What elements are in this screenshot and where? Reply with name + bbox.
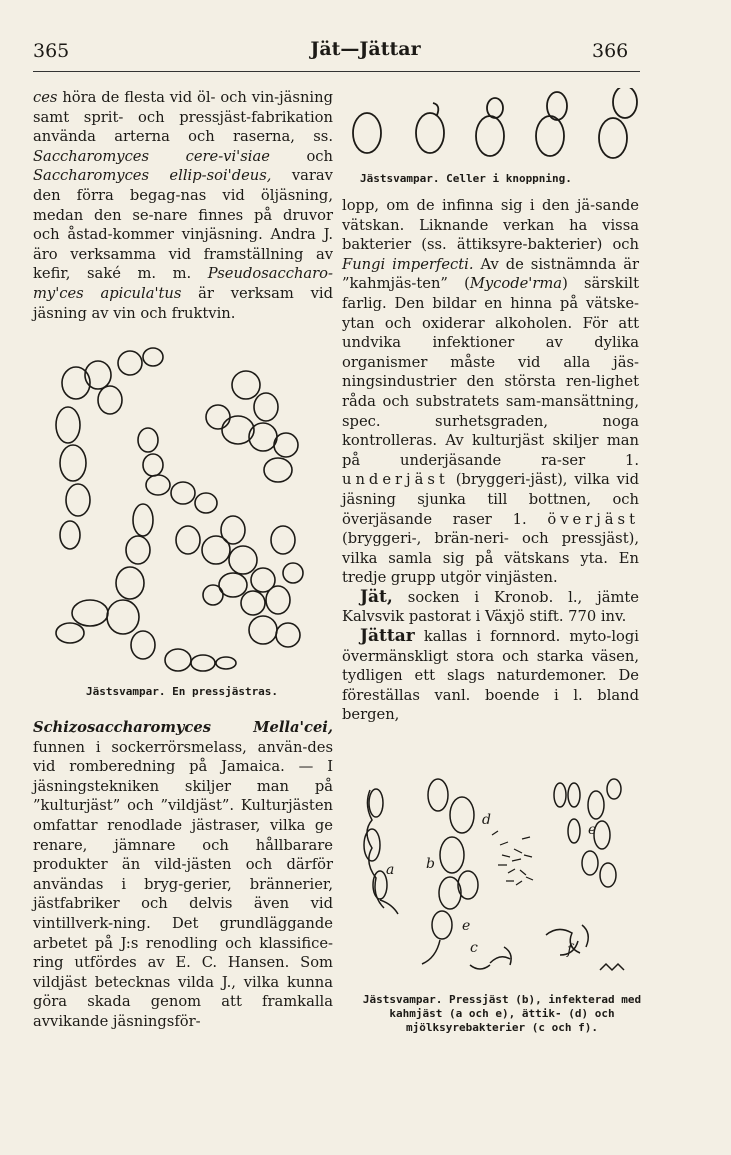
text-fragment: socken i Kronob. l., jämte Kalvsvik pastorat i Växjö stift. 770 inv.: [342, 588, 639, 626]
yeast-cell-cluster: [56, 348, 303, 671]
spaced-term: överjäst: [547, 510, 639, 528]
text-fragment: varav den förra begag-nas vid öljäsning, medan den se-nare finnes på druvor och åstad-kommer vinjäsning. Andra J. äro verksamma vid framställning av kefir, saké m. m.: [33, 167, 333, 283]
figure-caption-budding-cells: Jästsvampar. Celler i knoppning.: [360, 172, 572, 185]
text-fragment: ) särskilt farlig. Den bildar en hinna på vätske-ytan och oxiderar alkoholen. För att undvika infektioner av dylika organismer måste vid alla jäs-ningsindustrier den största ren-lighet råda och substratets sam-mansättning, spec. surhetsgraden, noga kontrolleras. Av kulturjäst skiljer man på underjäsande ra-ser 1.: [342, 275, 639, 469]
figure-caption-press-yeast: Jästsvampar. En pressjästras.: [86, 685, 279, 698]
infected-yeast-illustration: [350, 775, 650, 985]
left-column-text-top: [33, 88, 333, 323]
figure-label-c: c: [470, 940, 478, 956]
figure-label-e: e: [462, 918, 471, 934]
taxon-name: Schizosaccharomyces Mella'cei,: [33, 719, 333, 736]
taxon-name: Saccharomyces ellip-soi'deus,: [33, 167, 272, 185]
page-number-right: 366: [592, 40, 629, 62]
right-column-text: [342, 196, 639, 725]
taxon-name: Pseudosaccharo-my'ces apicula'tus: [33, 265, 333, 302]
figure-label-f: f: [567, 942, 573, 958]
text-fragment: ces: [33, 89, 58, 106]
figure-label-e: e: [588, 822, 597, 838]
text-fragment: Av de sistnämnda är ”kahmjäs-ten” (: [342, 255, 639, 293]
figure-label-a: a: [386, 862, 395, 878]
header-rule: [33, 71, 640, 72]
lactic-bacteria-f: [546, 925, 624, 970]
text-fragment: (bryggeri-jäst), vilka vid jäsning sjunka till bottnen, och överjäsande raser 1.: [342, 471, 639, 528]
text-fragment: kallas i fornnord. myto-logi övermänskligt stora och starka väsen, tydligen ett slags naturdemoner. De föreställas vanl. boende i l. bland bergen,: [342, 628, 639, 724]
figure-label-d: d: [482, 812, 491, 828]
press-yeast-illustration: [48, 345, 313, 675]
figure-caption-infected-yeast: Jästsvampar. Pressjäst (b), infekterad med kahmjäst (a och e), ättik- (d) och mjölksyrebakterier (c och f).: [362, 993, 642, 1034]
text-fragment: (bryggeri-, brän-neri- och pressjäst), vilka samla sig på vätskans yta. En tredje grupp utgör vinjästen.: [342, 530, 639, 587]
text-fragment: och: [269, 147, 333, 165]
budding-cells-illustration: [345, 88, 645, 168]
text-fragment: höra de flesta vid öl- och vin-jäsning samt sprit- och pressjäst-fabrikation använda arterna och raserna, ss.: [33, 89, 333, 146]
text-fragment: lopp, om de infinna sig i den jä-sande vätskan. Liknande verkan ha vissa bakterier (ss. ättiksyre-bakterier) och: [342, 197, 639, 254]
text-fragment: är verksam vid jäsning av vin och fruktvin.: [33, 284, 333, 322]
acetic-bacteria-d: [492, 831, 533, 885]
mycoderma-a: [364, 789, 398, 914]
spaced-term: underjäst: [342, 471, 449, 489]
page-number-left: 365: [33, 40, 70, 62]
taxon-name: Saccharomyces cere-vi'siae: [33, 147, 270, 165]
text-fragment: funnen i sockerrörsmelass, använ-des vid romberedning på Jamaica. — I jäsningstekniken skiljer man på ”kulturjäst” och ”vildjäst”. Kulturjästen omfattar renodlade jästraser, vilka ge renare, jämnare och hållbarare produkter än vild-jästen och därför användas i bryg-gerier, brännerier, jästfabriker och delvis även vid vintillverk-ning. Det grundläggande arbetet på J:s renodling och klassifice-ring utfördes av E. C. Hansen. Som vildjäst betecknas vilda J., vilka kunna göra skada genom att framkalla avvikande jäsningsför-: [33, 738, 333, 1030]
left-column-text-bottom: [33, 718, 333, 1032]
headword-jattar: Jättar: [360, 626, 415, 647]
taxon-name: Fungi imperfecti.: [342, 255, 474, 273]
page-title: Jät—Jättar: [310, 38, 421, 60]
taxon-name: Mycode'rma: [469, 275, 563, 293]
figure-label-b: b: [426, 856, 435, 872]
headword-jat: Jät,: [360, 586, 393, 607]
